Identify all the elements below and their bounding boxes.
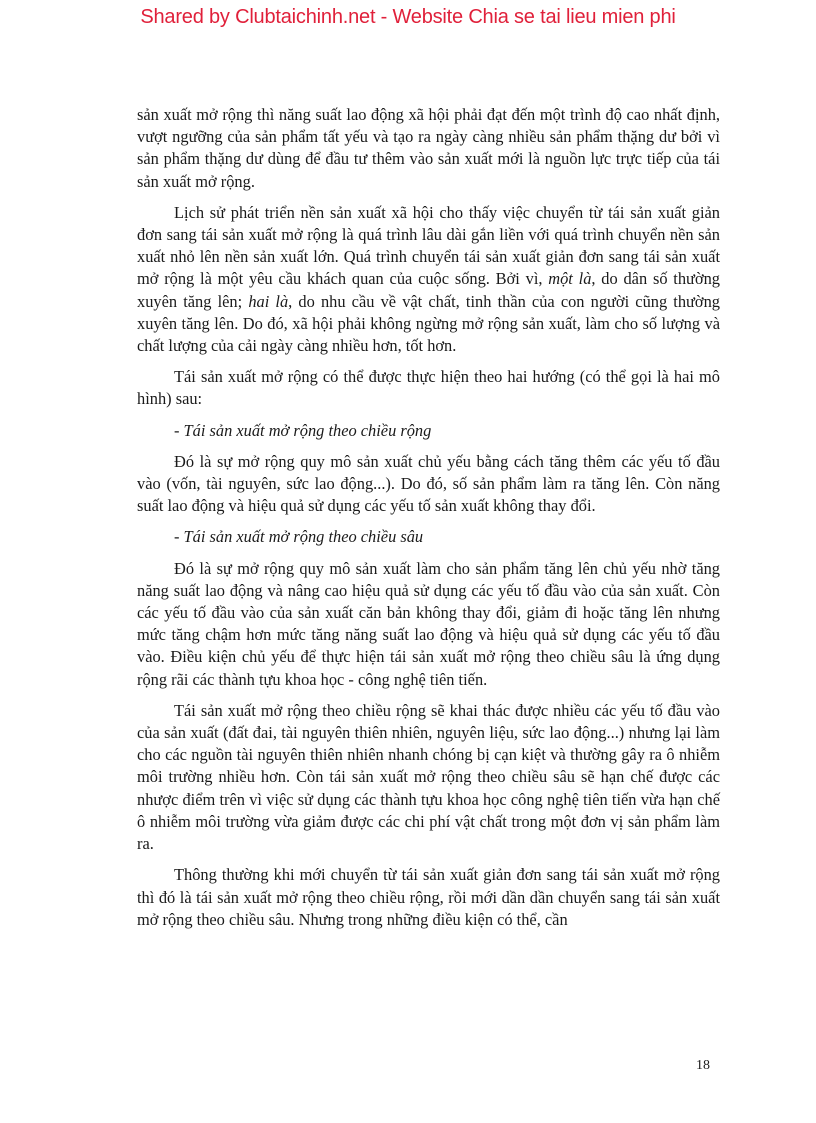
page-body (137, 104, 720, 940)
paragraph-4: Đó là sự mở rộng quy mô sản xuất chủ yếu bằng cách tăng thêm các yếu tố đầu vào (vốn, tài nguyên, sức lao động...). Do đó, số sản phẩm làm ra tăng lên. Còn năng suất lao động và hiệu quả sử dụng các yếu tố sản xuất không thay đổi. (137, 451, 720, 516)
paragraph-6: Tái sản xuất mở rộng theo chiều rộng sẽ khai thác được nhiều các yếu tố đầu vào của sản xuất (đất đai, tài nguyên thiên nhiên, nguyên liệu, sức lao động...) nhưng lại làm cho các nguồn tài nguyên thiên nhiên nhanh chóng bị cạn kiệt và thường gây ra ô nhiễm môi trường nhiều hơn. Còn tái sản xuất mở rộng theo chiều sâu sẽ hạn chế được các nhược điểm trên vì việc sử dụng các thành tựu khoa học công nghệ tiên tiến vừa hạn chế ô nhiễm môi trường vừa giảm được các chi phí vật chất trong một đơn vị sản phẩm làm ra. (137, 700, 720, 854)
paragraph-1: sản xuất mở rộng thì năng suất lao động xã hội phải đạt đến một trình độ cao nhất định, vượt ngưỡng của sản phẩm tất yếu và tạo ra ngày càng nhiều sản phẩm thặng dư bởi vì sản phẩm thặng dư dùng để đầu tư thêm vào sản xuất mới là nguồn lực trực tiếp của tái sản xuất mở rộng. (137, 105, 720, 191)
section-heading-breadth: - Tái sản xuất mở rộng theo chiều rộng (174, 420, 432, 440)
paragraph-2-part-3: , do nhu cầu về vật chất, tinh thần của con người cũng thường xuyên tăng lên. Do đó, xã hội phải không ngừng mở rộng sản xuất, làm cho số lượng và chất lượng của cải ngày càng nhiều hơn, tốt hơn. (137, 291, 720, 356)
watermark-text: Shared by Clubtaichinh.net - Website Chia se tai lieu mien phi (140, 6, 676, 28)
paragraph-2 (137, 202, 720, 357)
paragraph-3: Tái sản xuất mở rộng có thể được thực hiện theo hai hướng (có thể gọi là hai mô hình) sau: (137, 367, 720, 409)
section-heading-depth: - Tái sản xuất mở rộng theo chiều sâu (174, 527, 424, 547)
paragraph-2-italic-2: hai là (248, 291, 289, 311)
paragraph-5: Đó là sự mở rộng quy mô sản xuất làm cho sản phẩm tăng lên chủ yếu nhờ tăng năng suất lao động và nâng cao hiệu quả sử dụng các yếu tố đầu vào của sản xuất. Còn các yếu tố đầu vào của sản xuất căn bản không thay đổi, giảm đi hoặc tăng lên nhưng mức tăng chậm hơn mức tăng năng suất lao động và hiệu quả sử dụng các yếu tố đầu vào. Điều kiện chủ yếu để thực hiện tái sản xuất mở rộng theo chiều sâu là ứng dụng rộng rãi các thành tựu khoa học - công nghệ tiên tiến. (137, 558, 720, 689)
paragraph-2-part-2: , do dân số thường xuyên tăng lên; (137, 269, 721, 311)
page-number: 18 (696, 1058, 710, 1073)
paragraph-2-italic-1: một là (548, 269, 592, 289)
paragraph-2-part-1: Lịch sử phát triển nền sản xuất xã hội cho thấy việc chuyển từ tái sản xuất giản đơn sang tái sản xuất mở rộng là quá trình lâu dài gắn liền với quá trình chuyển nền sản xuất nhỏ lên nền sản xuất lớn. Quá trình chuyển tái sản xuất giản đơn sang tái sản xuất mở rộng là một yêu cầu khách quan của cuộc sống. Bởi vì, (137, 202, 720, 289)
paragraph-7: Thông thường khi mới chuyển từ tái sản xuất giản đơn sang tái sản xuất mở rộng thì đó là tái sản xuất mở rộng theo chiều rộng, rồi mới dần dần chuyển sang tái sản xuất mở rộng theo chiều sâu. Nhưng trong những điều kiện có thể, cần (137, 865, 720, 929)
